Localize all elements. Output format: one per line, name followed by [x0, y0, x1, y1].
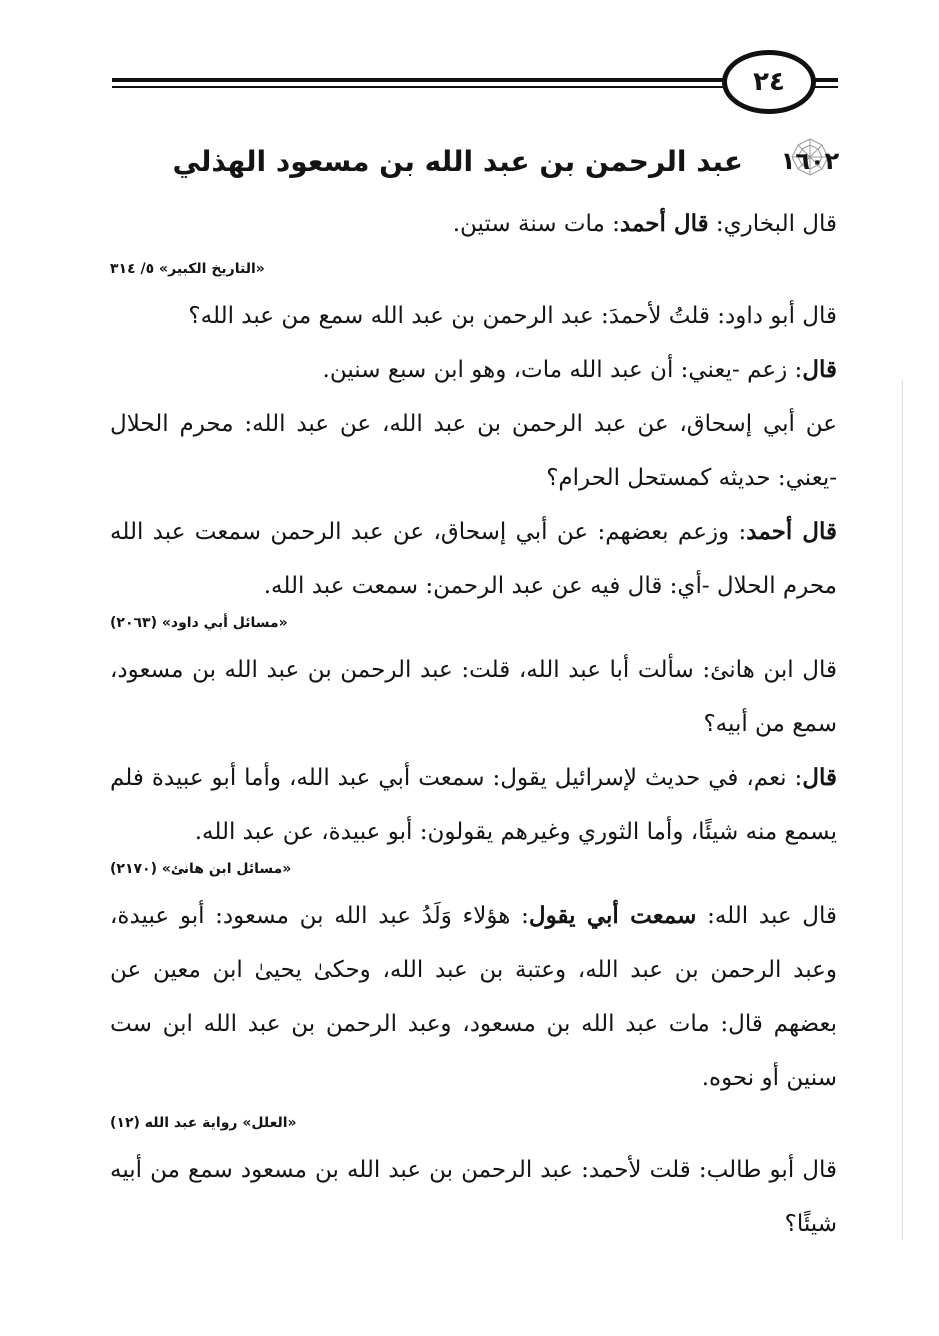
source-reference: «مسائل ابن هانئ» (٢١٧٠): [110, 861, 292, 877]
paragraph-lead: قال عبد الله:: [696, 903, 837, 929]
paragraph-text: : وزعم بعضهم: عن أبي إسحاق، عن عبد الرحمن سمعت عبد الله محرم الحلال -أي: قال فيه عن عبد الرحمن: سمعت عبد الله.: [110, 519, 837, 599]
header-rule-left-thick: [112, 78, 724, 82]
paragraph-lead: قال البخاري:: [708, 211, 837, 237]
entry-number: ١٦٠٢: [780, 147, 840, 175]
paragraph-text: : هؤلاء وَلَدُ عبد الله بن مسعود: أبو عبيدة، وعبد الرحمن بن عبد الله، وعتبة بن عبد الله، وحكىٰ يحيىٰ ابن معين عن بعضهم قال: مات عبد الله بن مسعود، وعبد الرحمن بن عبد الله ابن ست سنين أو نحوه.: [110, 903, 837, 1091]
paragraph-ibn-hani-answer: [110, 751, 837, 859]
paragraph-abu-talib: [110, 1143, 837, 1251]
header-rule-right-thick: [814, 78, 838, 82]
page-body: [110, 197, 837, 1251]
scan-margin-line: [902, 380, 903, 1240]
header-rule-left-thin: [112, 86, 724, 88]
paragraph-abu-dawud-question: [110, 289, 837, 343]
paragraph-text: : مات سنة ستين.: [452, 211, 620, 237]
paragraph-text: قال ابن هانئ: سألت أبا عبد الله، قلت: عبد الرحمن بن عبد الله بن مسعود، سمع من أبيه؟: [110, 657, 837, 737]
page-number: ٢٤: [722, 50, 816, 114]
paragraph-text: عن أبي إسحاق، عن عبد الرحمن بن عبد الله، عن عبد الله: محرم الحلال -يعني: حديثه كمستحل الحرام؟: [110, 411, 837, 491]
paragraph-abdullah: [110, 889, 837, 1105]
paragraph-text: قال أبو طالب: قلت لأحمد: عبد الرحمن بن عبد الله بن مسعود سمع من أبيه شيئًا؟: [110, 1157, 837, 1237]
speaker-label: قال: [802, 356, 837, 383]
source-reference: «التاريخ الكبير» ٥/ ٣١٤: [110, 261, 265, 277]
paragraph-abu-ishaq: [110, 397, 837, 505]
entry-number-badge: [773, 137, 847, 185]
paragraph-text: : نعم، في حديث لإسرائيل يقول: سمعت أبي عبد الله، وأما أبو عبيدة فلم يسمع منه شيئًا، وأما الثوري وغيرهم يقولون: أبو عبيدة، عن عبد الله.: [110, 765, 837, 845]
source-reference: «مسائل أبي داود» (٢٠٦٣): [110, 615, 288, 631]
paragraph-text: : زعم -يعني: أن عبد الله مات، وهو ابن سبع سنين.: [322, 357, 803, 383]
paragraph-text: قال أبو داود: قلتُ لأحمدَ: عبد الرحمن بن عبد الله سمع من عبد الله؟: [188, 303, 837, 329]
paragraph-abu-dawud-answer: [110, 343, 837, 397]
speaker-label: قال أحمد: [619, 210, 709, 237]
entry-title: عبد الرحمن بن عبد الله بن مسعود الهذلي: [172, 144, 743, 178]
source-reference: «العلل» رواية عبد الله (١٢): [110, 1115, 297, 1131]
speaker-label: قال أحمد: [746, 518, 837, 545]
speaker-label: سمعت أبي يقول: [528, 902, 697, 929]
header-rule-right-thin: [814, 86, 838, 88]
paragraph-ibn-hani-question: [110, 643, 837, 751]
paragraph-bukhari: [110, 197, 837, 251]
speaker-label: قال: [802, 764, 837, 791]
paragraph-ahmad: [110, 505, 837, 613]
entry-heading: [127, 137, 847, 185]
